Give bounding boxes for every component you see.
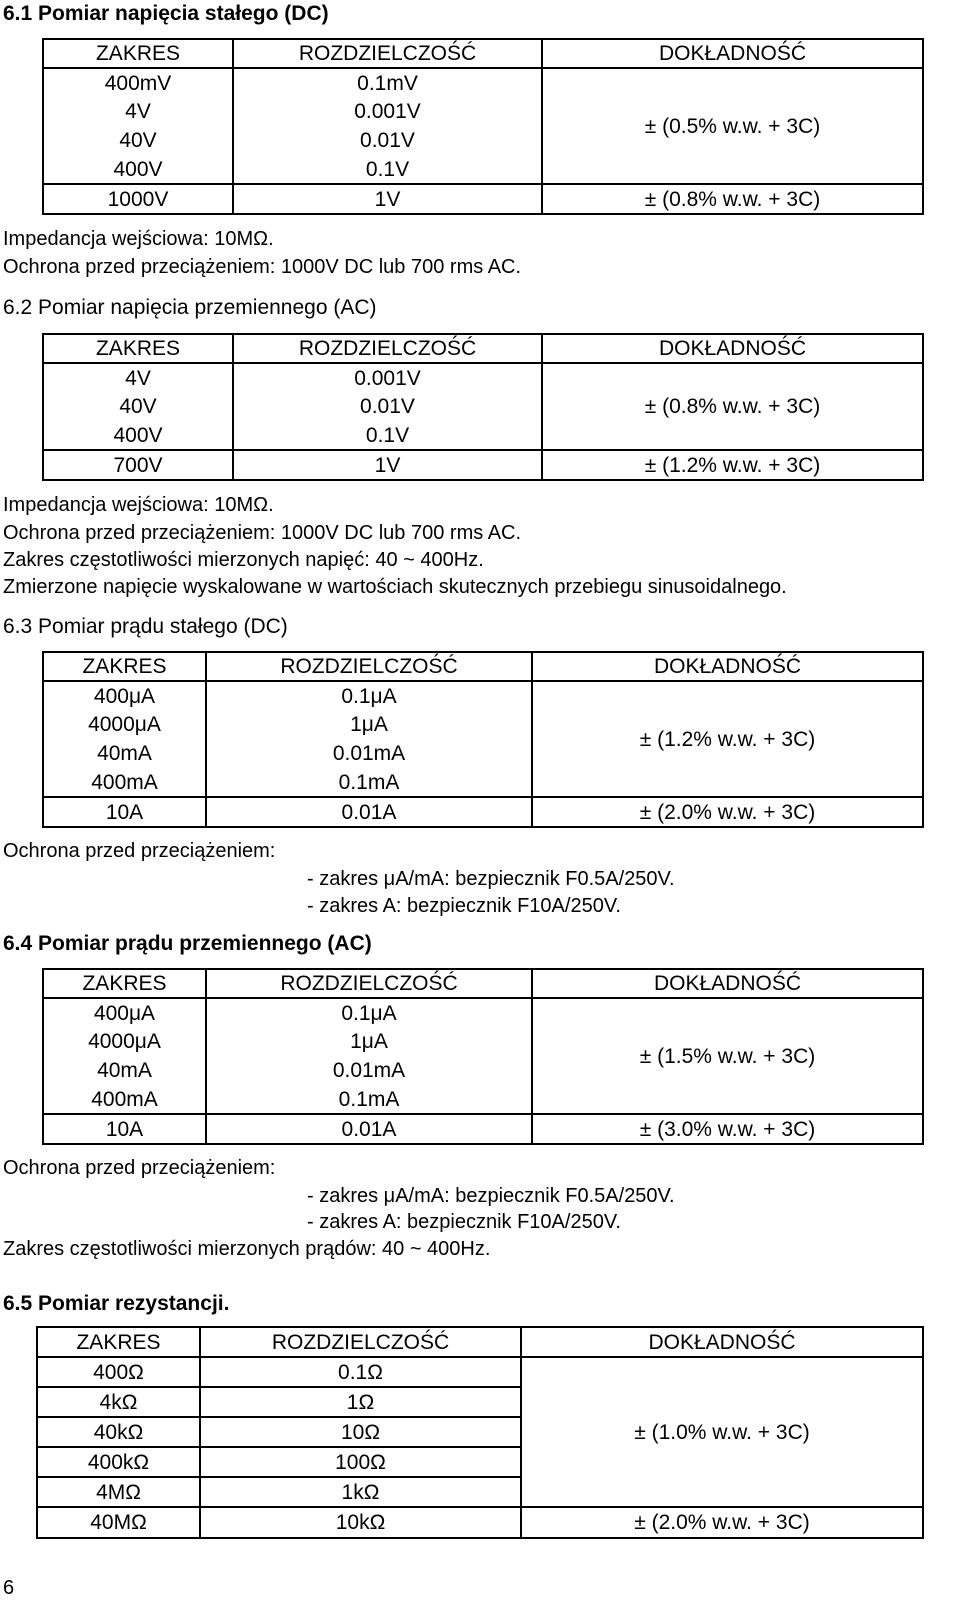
table-row (43, 1114, 923, 1144)
note-fuse-ua-ma: - zakres μA/mA: bezpiecznik F0.5A/250V. (307, 1185, 675, 1207)
table-row (43, 797, 923, 827)
table-row (43, 68, 923, 97)
note-protection: Ochrona przed przeciążeniem: 1000V DC lub 700 rms AC. (3, 256, 522, 278)
resolution-cell: 1Ω (200, 1387, 521, 1417)
accuracy-cell: ± (0.8% w.w. + 3C) (542, 363, 923, 450)
range-cell: 40V (43, 392, 233, 421)
resolution-cell: 1V (233, 450, 542, 480)
note-frequency: Zakres częstotliwości mierzonych napięć: 40 ~ 400Hz. (3, 549, 484, 571)
range-cell: 10A (43, 1114, 206, 1144)
dc-voltage-table (42, 38, 924, 215)
resolution-cell: 0.01V (233, 126, 542, 155)
accuracy-cell: ± (0.8% w.w. + 3C) (542, 184, 923, 214)
header-range: ZAKRES (43, 652, 206, 681)
header-resolution: ROZDZIELCZOŚĆ (206, 652, 532, 681)
table-row (43, 681, 923, 710)
range-cell: 400Ω (37, 1357, 200, 1387)
table-header-row (37, 1327, 923, 1357)
note-protection: Ochrona przed przeciążeniem: (3, 840, 276, 862)
table-row (43, 363, 923, 392)
resolution-cell: 1kΩ (200, 1477, 521, 1507)
ac-voltage-table (42, 333, 924, 481)
header-range: ZAKRES (43, 334, 233, 363)
range-cell: 40V (43, 126, 233, 155)
resolution-cell: 100Ω (200, 1447, 521, 1477)
range-cell: 40MΩ (37, 1507, 200, 1538)
note-impedance: Impedancja wejściowa: 10MΩ. (3, 228, 274, 250)
header-range: ZAKRES (43, 39, 233, 68)
accuracy-cell: ± (1.2% w.w. + 3C) (532, 681, 923, 797)
range-cell: 400μA (43, 681, 206, 710)
resolution-cell: 0.1mA (206, 768, 532, 797)
table-row (37, 1357, 923, 1387)
resolution-cell: 0.01A (206, 1114, 532, 1144)
accuracy-cell: ± (1.2% w.w. + 3C) (542, 450, 923, 480)
range-cell: 4V (43, 97, 233, 126)
range-cell: 40mA (43, 1056, 206, 1085)
note-impedance: Impedancja wejściowa: 10MΩ. (3, 494, 274, 516)
header-resolution: ROZDZIELCZOŚĆ (200, 1327, 521, 1357)
note-protection: Ochrona przed przeciążeniem: 1000V DC lub 700 rms AC. (3, 522, 522, 544)
resolution-cell: 0.01V (233, 392, 542, 421)
resolution-cell: 1μA (206, 1027, 532, 1056)
header-resolution: ROZDZIELCZOŚĆ (233, 334, 542, 363)
range-cell: 400mA (43, 1085, 206, 1114)
header-resolution: ROZDZIELCZOŚĆ (206, 969, 532, 998)
header-accuracy: DOKŁADNOŚĆ (532, 652, 923, 681)
header-accuracy: DOKŁADNOŚĆ (542, 39, 923, 68)
resolution-cell: 1μA (206, 710, 532, 739)
accuracy-cell: ± (2.0% w.w. + 3C) (521, 1507, 923, 1538)
resolution-cell: 0.1V (233, 155, 542, 184)
resolution-cell: 0.1V (233, 421, 542, 450)
range-cell: 400μA (43, 998, 206, 1027)
section-title-6-2: 6.2 Pomiar napięcia przemiennego (AC) (3, 296, 377, 319)
note-protection: Ochrona przed przeciążeniem: (3, 1157, 276, 1179)
ac-current-table (42, 968, 924, 1145)
range-cell: 4V (43, 363, 233, 392)
accuracy-cell: ± (3.0% w.w. + 3C) (532, 1114, 923, 1144)
range-cell: 4000μA (43, 710, 206, 739)
resolution-cell: 0.1mA (206, 1085, 532, 1114)
accuracy-cell: ± (1.5% w.w. + 3C) (532, 998, 923, 1114)
table-row (43, 998, 923, 1027)
table-row (37, 1507, 923, 1538)
resolution-cell: 1V (233, 184, 542, 214)
header-accuracy: DOKŁADNOŚĆ (542, 334, 923, 363)
header-resolution: ROZDZIELCZOŚĆ (233, 39, 542, 68)
range-cell: 10A (43, 797, 206, 827)
accuracy-cell: ± (0.5% w.w. + 3C) (542, 68, 923, 184)
dc-current-table (42, 651, 924, 828)
resolution-cell: 0.1μA (206, 681, 532, 710)
range-cell: 400V (43, 155, 233, 184)
note-frequency: Zakres częstotliwości mierzonych prądów: 40 ~ 400Hz. (3, 1238, 491, 1260)
range-cell: 400kΩ (37, 1447, 200, 1477)
resolution-cell: 0.1mV (233, 68, 542, 97)
range-cell: 40kΩ (37, 1417, 200, 1447)
table-header-row (43, 334, 923, 363)
resolution-cell: 0.01mA (206, 1056, 532, 1085)
table-header-row (43, 969, 923, 998)
header-range: ZAKRES (37, 1327, 200, 1357)
note-fuse-ua-ma: - zakres μA/mA: bezpiecznik F0.5A/250V. (307, 868, 675, 890)
section-title-6-5: 6.5 Pomiar rezystancji. (3, 1292, 230, 1315)
resolution-cell: 0.001V (233, 97, 542, 126)
table-row (43, 184, 923, 214)
page-number: 6 (3, 1577, 15, 1599)
table-header-row (43, 39, 923, 68)
table-header-row (43, 652, 923, 681)
resolution-cell: 0.1Ω (200, 1357, 521, 1387)
resolution-cell: 0.01mA (206, 739, 532, 768)
range-cell: 400mV (43, 68, 233, 97)
section-title-6-4: 6.4 Pomiar prądu przemiennego (AC) (3, 932, 372, 955)
range-cell: 400V (43, 421, 233, 450)
section-title-6-3: 6.3 Pomiar prądu stałego (DC) (3, 615, 288, 638)
resolution-cell: 10Ω (200, 1417, 521, 1447)
accuracy-cell: ± (1.0% w.w. + 3C) (521, 1357, 923, 1507)
resolution-cell: 0.01A (206, 797, 532, 827)
accuracy-cell: ± (2.0% w.w. + 3C) (532, 797, 923, 827)
range-cell: 4000μA (43, 1027, 206, 1056)
note-fuse-a: - zakres A: bezpiecznik F10A/250V. (307, 895, 621, 917)
header-accuracy: DOKŁADNOŚĆ (532, 969, 923, 998)
header-accuracy: DOKŁADNOŚĆ (521, 1327, 923, 1357)
resolution-cell: 0.001V (233, 363, 542, 392)
range-cell: 1000V (43, 184, 233, 214)
resistance-table (36, 1326, 924, 1539)
range-cell: 40mA (43, 739, 206, 768)
range-cell: 4MΩ (37, 1477, 200, 1507)
table-row (43, 450, 923, 480)
resolution-cell: 0.1μA (206, 998, 532, 1027)
resolution-cell: 10kΩ (200, 1507, 521, 1538)
note-fuse-a: - zakres A: bezpiecznik F10A/250V. (307, 1211, 621, 1233)
range-cell: 4kΩ (37, 1387, 200, 1417)
header-range: ZAKRES (43, 969, 206, 998)
range-cell: 700V (43, 450, 233, 480)
section-title-6-1: 6.1 Pomiar napięcia stałego (DC) (3, 2, 329, 25)
range-cell: 400mA (43, 768, 206, 797)
note-rms: Zmierzone napięcie wyskalowane w wartościach skutecznych przebiegu sinusoidalnego. (3, 576, 787, 598)
